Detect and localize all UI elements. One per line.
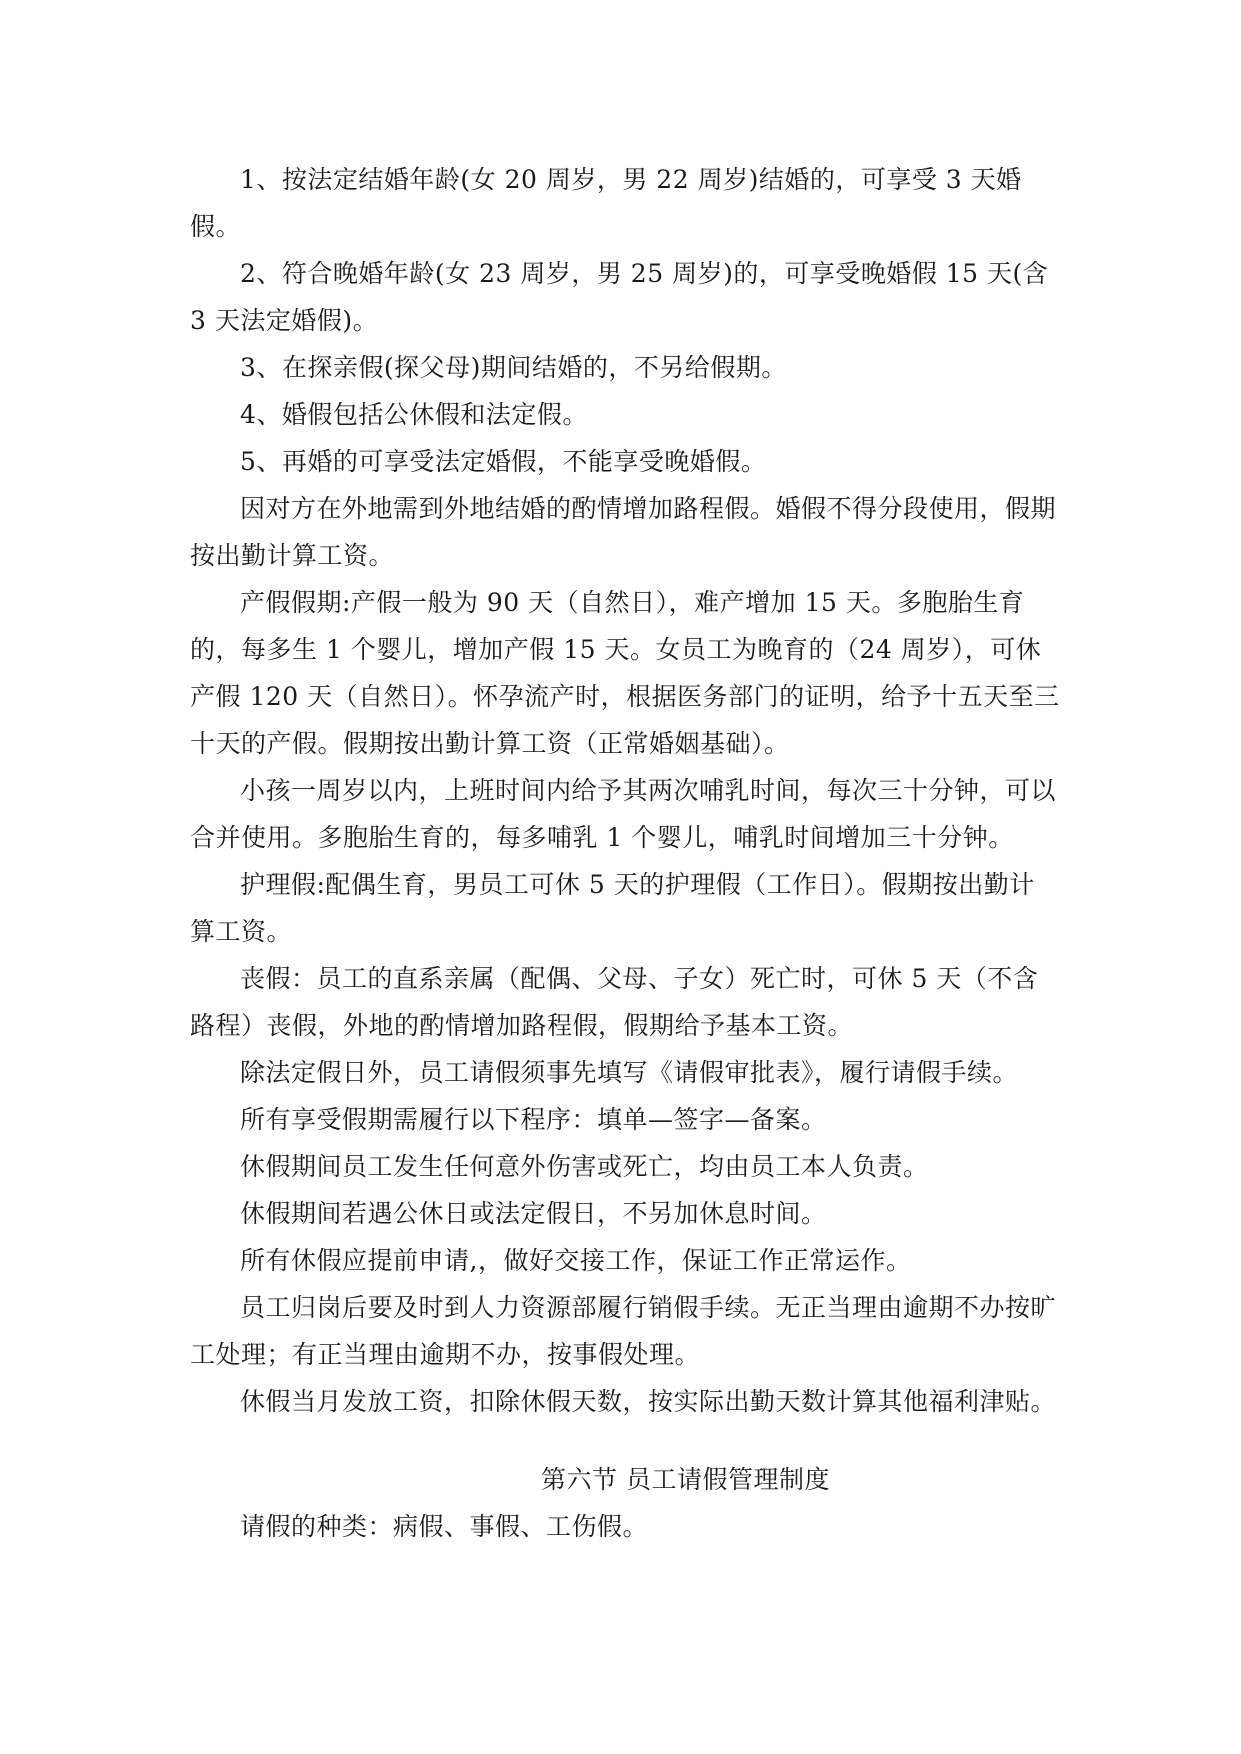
- paragraph-6: 因对方在外地需到外地结婚的酌情增加路程假。婚假不得分段使用，假期按出勤计算工资。: [190, 494, 1057, 570]
- paragraph-9: 护理假:配偶生育，男员工可休 5 天的护理假（工作日）。假期按出勤计算工资。: [190, 870, 1035, 946]
- section-body: [190, 1503, 1060, 1550]
- paragraph-10: 丧假：员工的直系亲属（配偶、父母、子女）死亡时，可休 5 天（不含路程）丧假，外地的酌情增加路程假，假期给予基本工资。: [190, 964, 1039, 1040]
- paragraph-17: 休假当月发放工资，扣除休假天数，按实际出勤天数计算其他福利津贴。: [240, 1387, 1057, 1416]
- paragraph-13: 休假期间员工发生任何意外伤害或死亡，均由员工本人负责。: [240, 1152, 929, 1181]
- paragraph-3: 3、在探亲假(探父母)期间结婚的，不另给假期。: [240, 353, 787, 382]
- body-text: [190, 156, 1060, 1425]
- paragraph-4: 4、婚假包括公休假和法定假。: [240, 400, 588, 429]
- section-paragraph-1: 请假的种类：病假、事假、工伤假。: [240, 1512, 649, 1541]
- paragraph-1: 1、按法定结婚年龄(女 20 周岁，男 22 周岁)结婚的，可享受 3 天婚假。: [190, 165, 1022, 241]
- paragraph-12: 所有享受假期需履行以下程序：填单—签字—备案。: [240, 1105, 827, 1134]
- paragraph-8: 小孩一周岁以内，上班时间内给予其两次哺乳时间，每次三十分钟，可以合并使用。多胞胎生育的，每多哺乳 1 个婴儿，哺乳时间增加三十分钟。: [190, 776, 1057, 852]
- paragraph-7: 产假假期:产假一般为 90 天（自然日），难产增加 15 天。多胞胎生育的，每多生 1 个婴儿，增加产假 15 天。女员工为晚育的（24 周岁），可休产假 120 天（自然日）。怀孕流产时，根据医务部门的证明，给予十五天至三十天的产假。假期按出勤计算工资（正常婚姻基础）。: [190, 588, 1060, 758]
- paragraph-16: 员工归岗后要及时到人力资源部履行销假手续。无正当理由逾期不办按旷工处理；有正当理由逾期不办，按事假处理。: [190, 1293, 1057, 1369]
- paragraph-15: 所有休假应提前申请,，做好交接工作，保证工作正常运作。: [240, 1246, 912, 1275]
- section-title: 第六节 员工请假管理制度: [541, 1465, 830, 1494]
- paragraph-11: 除法定假日外，员工请假须事先填写《请假审批表》，履行请假手续。: [240, 1058, 1019, 1087]
- paragraph-2: 2、符合晚婚年龄(女 23 周岁，男 25 周岁)的，可享受晚婚假 15 天(含 3 天法定婚假)。: [190, 259, 1049, 335]
- paragraph-14: 休假期间若遇公休日或法定假日，不另加休息时间。: [240, 1199, 827, 1228]
- paragraph-5: 5、再婚的可享受法定婚假，不能享受晚婚假。: [240, 447, 767, 476]
